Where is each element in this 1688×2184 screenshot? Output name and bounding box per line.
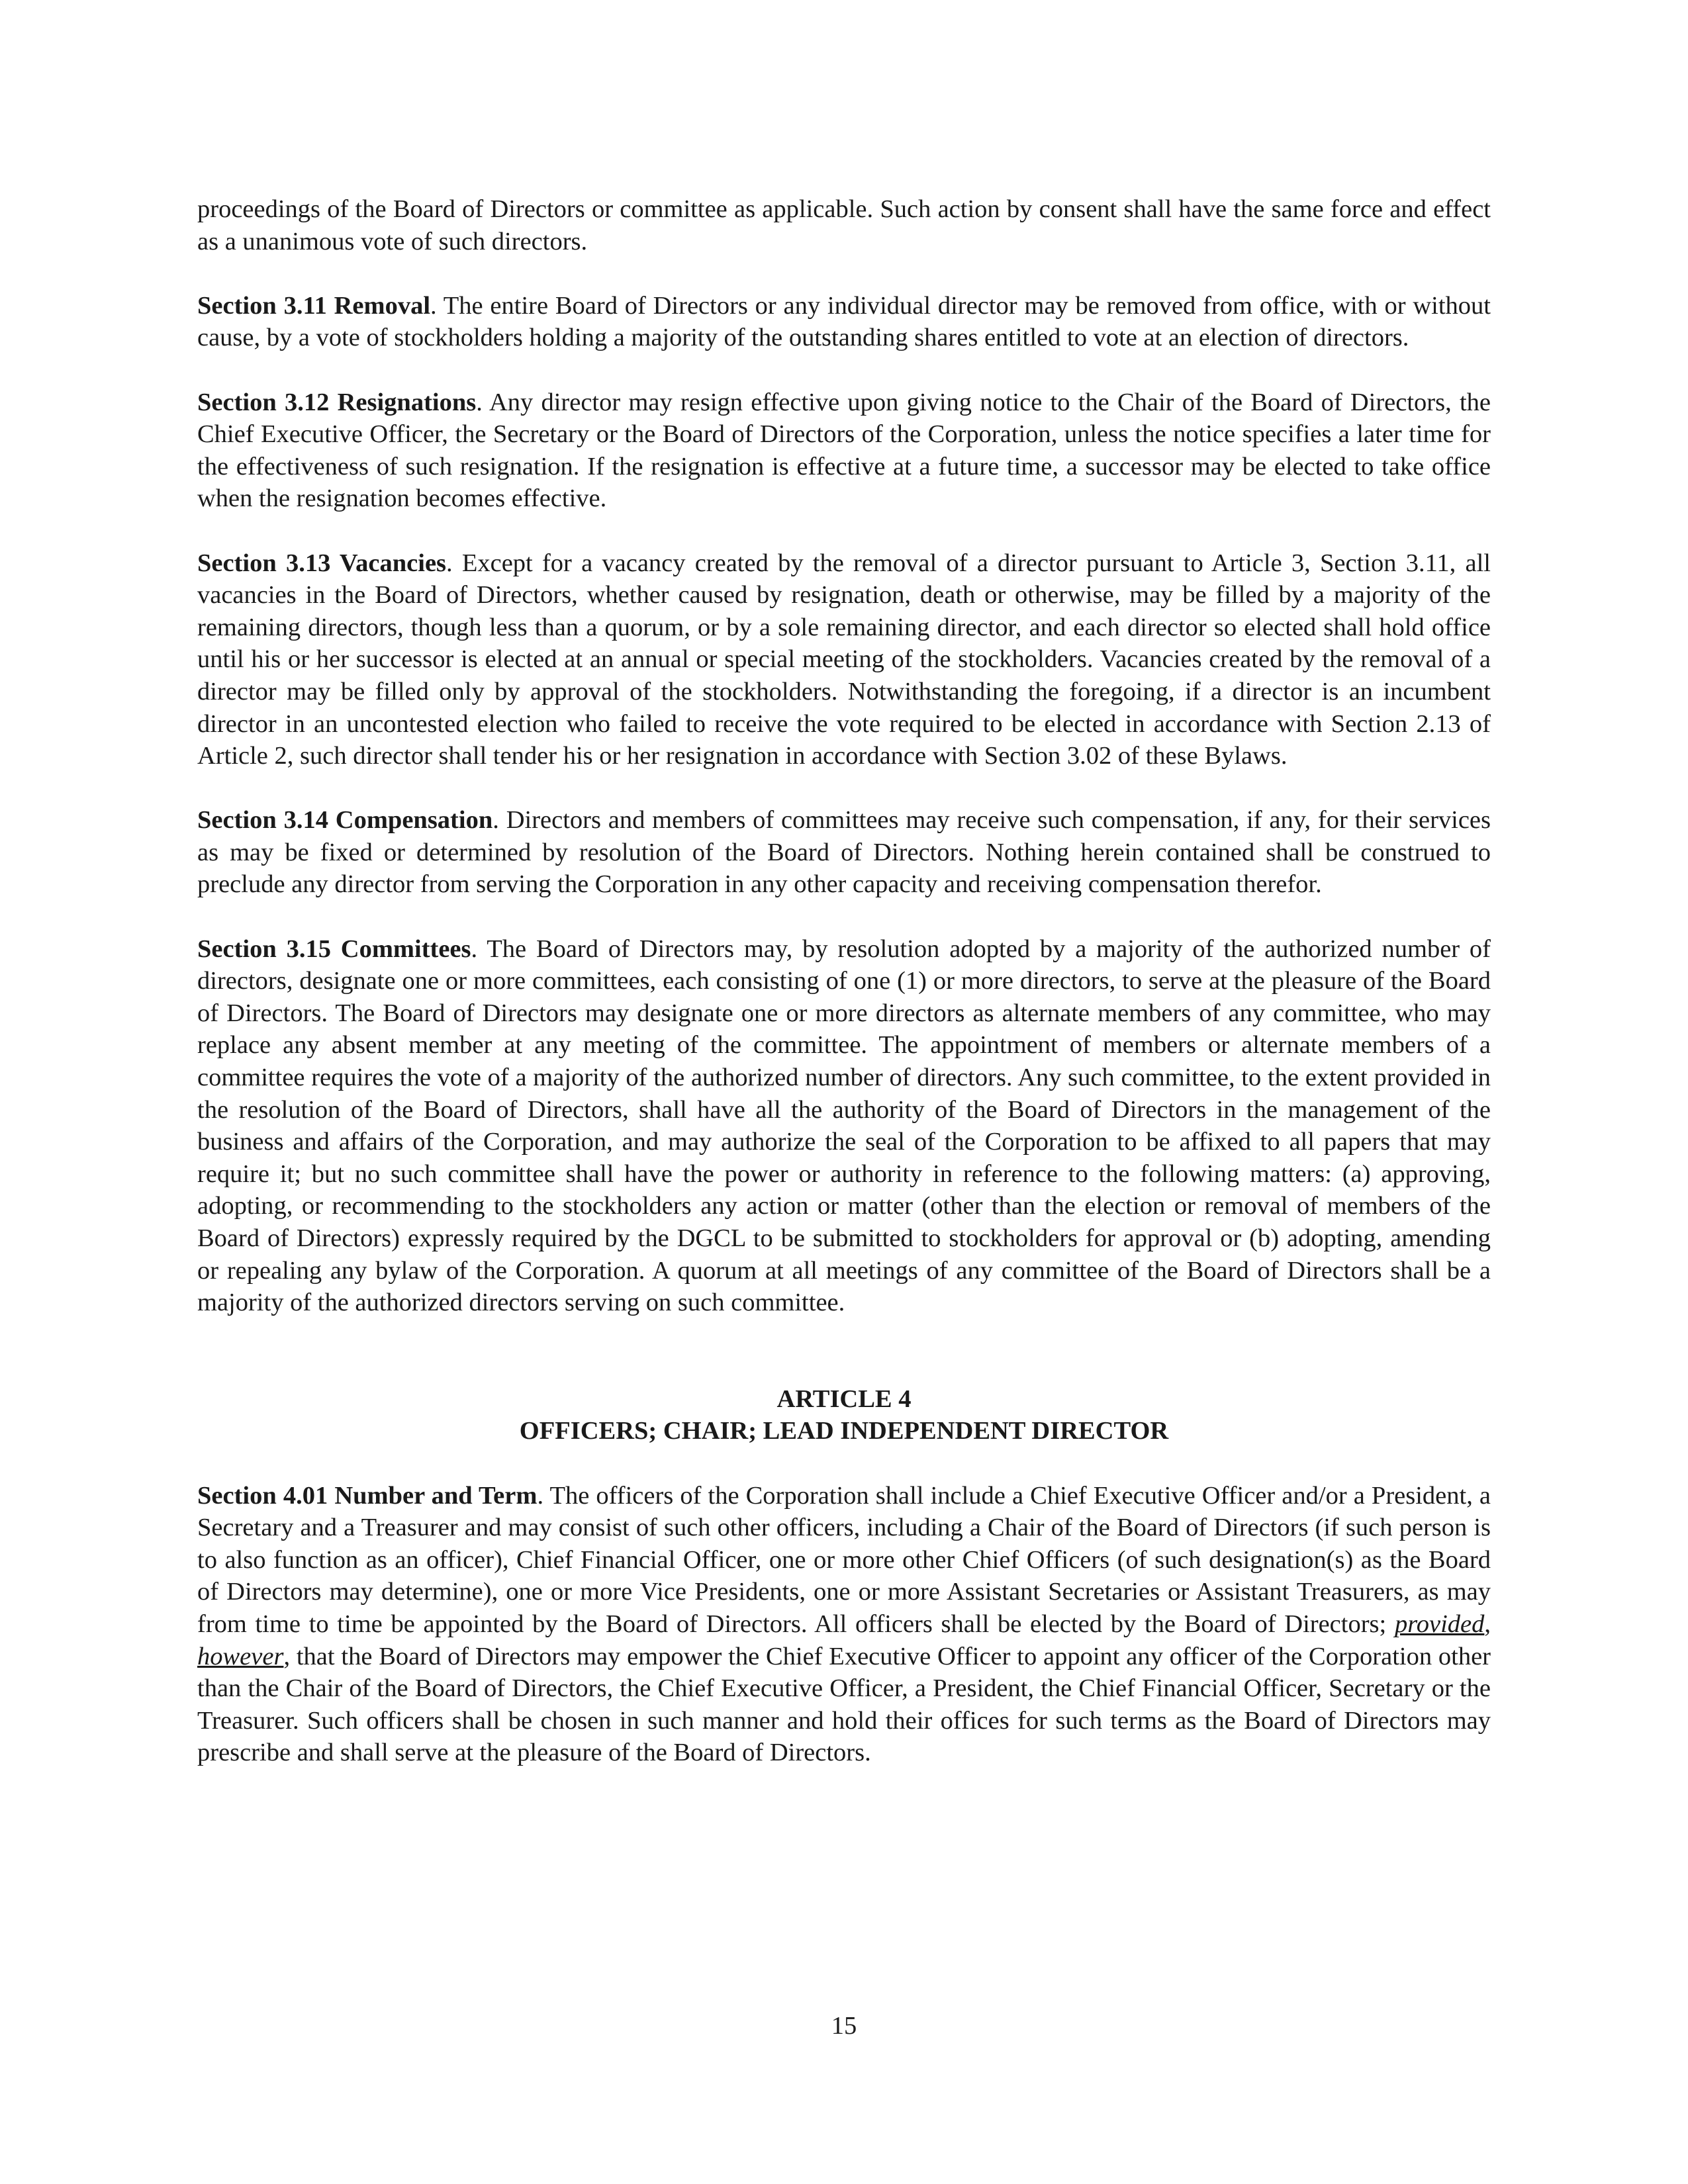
section-body: . The entire Board of Directors or any individual director may be removed from office, with or without cause, by a vote of stockholders holding a majority of the outstanding shares entitled to vote at an election of directors.	[197, 291, 1491, 352]
section-3-13-vacancies	[197, 547, 1491, 772]
section-heading: Section 3.15 Committees	[197, 934, 471, 963]
section-heading: Section 3.13 Vacancies	[197, 549, 447, 577]
continuation-paragraph: proceedings of the Board of Directors or committee as applicable. Such action by consent shall have the same force and effect as a unanimous vote of such directors.	[197, 195, 1491, 255]
article-title: OFFICERS; CHAIR; LEAD INDEPENDENT DIRECTOR	[519, 1417, 1169, 1445]
section-body: . Any director may resign effective upon giving notice to the Chair of the Board of Directors, the Chief Executive Officer, the Secretary or the Board of Directors of the Corporation, unless the notice specifies a later time for the effectiveness of such resignation. If the resignation is effective at a future time, a successor may be elected to take office when the resignation becomes effective.	[197, 388, 1491, 513]
section-body-part-1: . The officers of the Corporation shall include a Chief Executive Officer and/or a President, a Secretary and a Treasurer and may consist of such other officers, including a Chair of the Board of Directors (if such person is to also function as an officer), Chief Financial Officer, one or more other Chief Officers (of such designation(s) as the Board of Directors may determine), one or more Vice Presidents, one or more Assistant Secretaries or Assistant Treasurers, as may from time to time be appointed by the Board of Directors. All officers shall be elected by the Board of Directors;	[197, 1481, 1491, 1638]
section-heading: Section 4.01 Number and Term	[197, 1481, 538, 1510]
section-3-14-compensation	[197, 804, 1491, 901]
page-number: 15	[831, 2012, 857, 2040]
article-heading	[197, 1383, 1491, 1447]
section-heading: Section 3.11 Removal	[197, 291, 431, 320]
document-page	[197, 193, 1491, 1801]
section-3-12-resignations	[197, 387, 1491, 515]
section-4-01-number-and-term	[197, 1480, 1491, 1769]
section-heading: Section 3.14 Compensation	[197, 806, 493, 835]
section-heading: Section 3.12 Resignations	[197, 388, 477, 416]
section-body: . Except for a vacancy created by the removal of a director pursuant to Article 3, Section 3.11, all vacancies in the Board of Directors, whether caused by resignation, death or otherwise, may be filled by a majority of the remaining directors, though less than a quorum, or by a sole remaining director, and each director so elected shall hold office until his or her successor is elected at an annual or special meeting of the stockholders. Vacancies created by the removal of a director may be filled only by approval of the stockholders. Notwithstanding the foregoing, if a director is an incumbent director in an uncontested election who failed to receive the vote required to be elected in accordance with Section 2.13 of Article 2, such director shall tender his or her resignation in accordance with Section 3.02 of these Bylaws.	[197, 549, 1491, 770]
separator: ,	[1484, 1610, 1491, 1638]
section-body-part-2: , that the Board of Directors may empower the Chief Executive Officer to appoint any officer of the Corporation other than the Chair of the Board of Directors, the Chief Executive Officer, a President, the Chief Financial Officer, Secretary or the Treasurer. Such officers shall be chosen in such manner and hold their offices for such terms as the Board of Directors may prescribe and shall serve at the pleasure of the Board of Directors.	[197, 1642, 1491, 1767]
section-3-11-removal	[197, 290, 1491, 354]
emphasis-provided: provided	[1394, 1610, 1485, 1638]
section-body: . Directors and members of committees may receive such compensation, if any, for their services as may be fixed or determined by resolution of the Board of Directors. Nothing herein contained shall be construed to preclude any director from serving the Corporation in any other capacity and receiving compensation therefor.	[197, 806, 1491, 899]
article-number: ARTICLE 4	[776, 1385, 912, 1413]
section-body: . The Board of Directors may, by resolution adopted by a majority of the authorized number of directors, designate one or more committees, each consisting of one (1) or more directors, to serve at the pleasure of the Board of Directors. The Board of Directors may designate one or more directors as alternate members of any committee, who may replace any absent member at any meeting of the committee. The appointment of members or alternate members of a committee requires the vote of a majority of the authorized number of directors. Any such committee, to the extent provided in the resolution of the Board of Directors, shall have all the authority of the Board of Directors in the management of the business and affairs of the Corporation, and may authorize the seal of the Corporation to be affixed to all papers that may require it; but no such committee shall have the power or authority in reference to the following matters: (a) approving, adopting, or recommending to the stockholders any action or matter (other than the election or removal of members of the Board of Directors) expressly required by the DGCL to be submitted to stockholders for approval or (b) adopting, amending or repealing any bylaw of the Corporation. A quorum at all meetings of any committee of the Board of Directors shall be a majority of the authorized directors serving on such committee.	[197, 934, 1491, 1317]
section-3-15-committees	[197, 933, 1491, 1319]
emphasis-however: however	[197, 1642, 284, 1670]
